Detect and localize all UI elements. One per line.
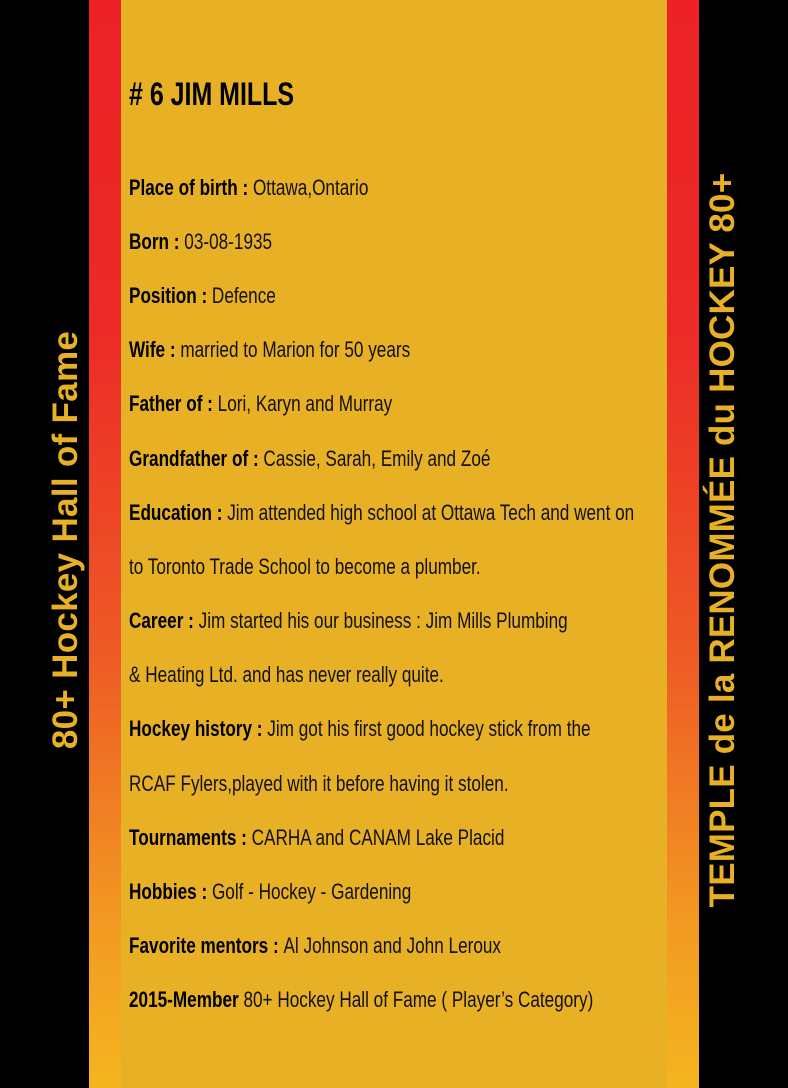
field-label: Hockey history : [129, 716, 268, 741]
field-label: 2015-Member [129, 987, 244, 1012]
field-hobbies [129, 879, 411, 905]
field-education [129, 500, 634, 526]
field-label: Place of birth : [129, 175, 253, 200]
field-born [129, 229, 272, 255]
side-title-right: TEMPLE de la RENOMMÉE du HOCKEY 80+ [703, 172, 742, 908]
field-father-of [129, 391, 392, 417]
field-label: Position : [129, 283, 212, 308]
field-value: Jim attended high school at Ottawa Tech and went on [227, 500, 635, 525]
field-value: to Toronto Trade School to become a plumber. [129, 554, 481, 579]
field-value: Jim got his first good hockey stick from the [267, 716, 591, 741]
field-education-cont [129, 554, 481, 580]
field-value: Al Johnson and John Leroux [283, 933, 501, 958]
field-value: 80+ Hockey Hall of Fame ( Player’s Category) [243, 987, 594, 1012]
content-panel [121, 0, 667, 1088]
field-label: Tournaments : [129, 825, 252, 850]
left-red-band [89, 0, 121, 1088]
field-label: Career : [129, 608, 199, 633]
field-value: Jim started his our business : Jim Mills Plumbing [198, 608, 568, 633]
field-favorite-mentors [129, 933, 501, 959]
field-label: Born : [129, 229, 185, 254]
side-title-left: 80+ Hockey Hall of Fame [46, 330, 85, 750]
right-red-band [667, 0, 699, 1088]
field-value: & Heating Ltd. and has never really quite. [129, 662, 444, 687]
field-value: Golf - Hockey - Gardening [211, 879, 412, 904]
field-position [129, 283, 276, 309]
field-label: Education : [129, 500, 228, 525]
field-tournaments [129, 825, 504, 851]
field-value: RCAF Fylers,played with it before having it stolen. [129, 771, 509, 796]
field-value: Defence [211, 283, 276, 308]
field-career [129, 608, 568, 634]
field-place-of-birth [129, 175, 368, 201]
field-career-cont [129, 662, 444, 688]
field-label: Wife : [129, 337, 181, 362]
field-label: Favorite mentors : [129, 933, 284, 958]
field-membership [129, 987, 593, 1013]
field-label: Grandfather of : [129, 446, 264, 471]
field-hockey-history-cont [129, 771, 509, 797]
field-label: Father of : [129, 391, 218, 416]
player-title: # 6 JIM MILLS [129, 76, 295, 112]
field-hockey-history [129, 716, 591, 742]
field-value: 03-08-1935 [184, 229, 273, 254]
field-label: Hobbies : [129, 879, 212, 904]
field-value: CARHA and CANAM Lake Placid [251, 825, 505, 850]
field-value: married to Marion for 50 years [180, 337, 411, 362]
field-value: Ottawa,Ontario [252, 175, 369, 200]
field-wife [129, 337, 410, 363]
field-grandfather-of [129, 446, 490, 472]
field-value: Lori, Karyn and Murray [217, 391, 393, 416]
field-value: Cassie, Sarah, Emily and Zoé [263, 446, 491, 471]
